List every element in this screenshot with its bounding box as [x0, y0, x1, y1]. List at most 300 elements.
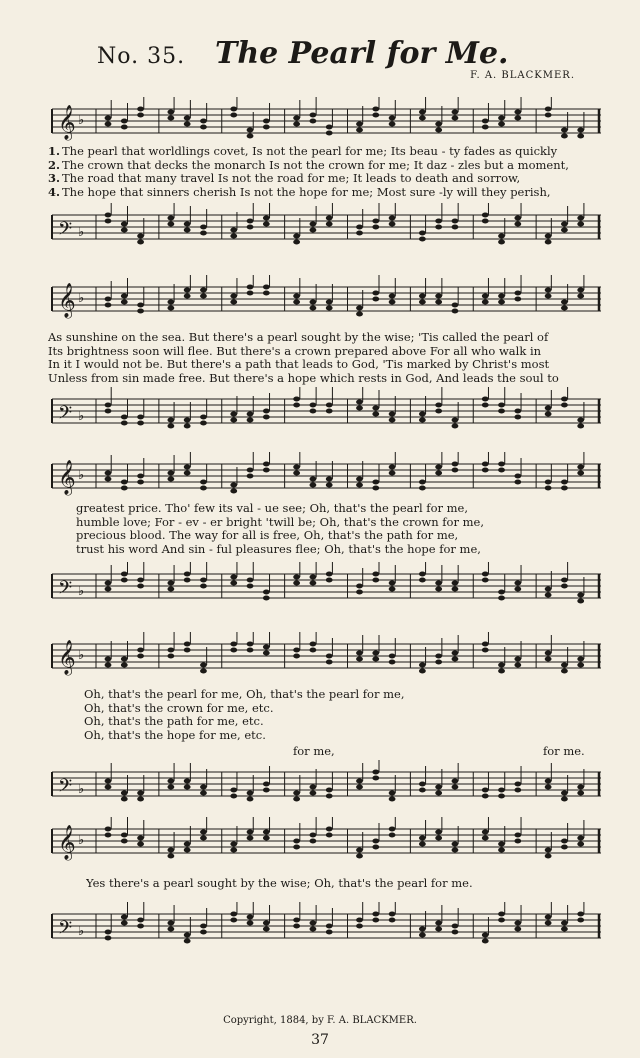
note-head	[561, 921, 568, 926]
note-head	[435, 294, 442, 299]
note-head	[482, 125, 489, 130]
note-head	[452, 651, 459, 656]
note-head	[514, 587, 521, 592]
note-head	[105, 657, 112, 662]
note-head	[247, 830, 254, 835]
note-head	[167, 471, 174, 476]
note-head	[372, 578, 379, 583]
note-head	[310, 785, 317, 790]
note-head	[577, 222, 584, 227]
note-head	[435, 654, 442, 659]
note-head	[230, 107, 237, 112]
lyric-line: trust his word And sin - ful pleasures flee; Oh, that's the hope for me,	[76, 542, 481, 556]
note-head	[121, 663, 128, 668]
note-head	[121, 222, 128, 227]
note-head	[577, 294, 584, 299]
note-head	[545, 848, 552, 853]
note-head	[419, 486, 426, 491]
note-head	[435, 300, 442, 305]
note-head	[105, 122, 112, 127]
note-head	[545, 779, 552, 784]
note-head	[293, 797, 300, 802]
note-head	[200, 125, 207, 130]
lyric-line: Unless from sin made free. But there's a hope which rests in God, And leads the soul to	[48, 371, 559, 385]
note-head	[230, 912, 237, 917]
note-head	[293, 300, 300, 305]
note-head	[137, 474, 144, 479]
note-head	[184, 222, 191, 227]
note-head	[577, 288, 584, 293]
note-head	[263, 836, 270, 841]
note-head	[184, 578, 191, 583]
note-head	[389, 465, 396, 470]
note-head	[230, 234, 237, 239]
note-head	[561, 839, 568, 844]
note-head	[545, 486, 552, 491]
note-head	[498, 462, 505, 467]
note-head	[435, 219, 442, 224]
bass-staff-1	[48, 203, 603, 263]
verse-lyrics-3	[76, 502, 631, 556]
bass-clef-icon: 𝄢	[58, 918, 73, 943]
note-head	[577, 424, 584, 429]
note-head	[293, 116, 300, 121]
lyric-line: Oh, that's the hope for me, etc.	[84, 728, 266, 742]
note-head	[326, 131, 333, 136]
note-head	[137, 113, 144, 118]
bass-clef-icon: 𝄢	[58, 578, 73, 603]
note-head	[121, 572, 128, 577]
note-head	[167, 785, 174, 790]
note-head	[577, 785, 584, 790]
note-head	[452, 303, 459, 308]
note-head	[545, 234, 552, 239]
flat-icon: ♭	[78, 648, 85, 663]
note-head	[372, 918, 379, 923]
note-head	[105, 213, 112, 218]
note-head	[230, 642, 237, 647]
note-head	[452, 219, 459, 224]
note-head	[419, 927, 426, 932]
note-head	[514, 782, 521, 787]
note-head	[545, 288, 552, 293]
note-head	[105, 779, 112, 784]
note-head	[293, 791, 300, 796]
note-head	[435, 122, 442, 127]
note-head	[356, 231, 363, 236]
note-head	[263, 590, 270, 595]
note-head	[545, 294, 552, 299]
note-head	[293, 471, 300, 476]
note-head	[482, 836, 489, 841]
note-head	[356, 400, 363, 405]
note-head	[372, 845, 379, 850]
note-head	[230, 228, 237, 233]
note-head	[184, 648, 191, 653]
note-head	[356, 306, 363, 311]
note-head	[247, 915, 254, 920]
note-head	[482, 578, 489, 583]
note-head	[293, 465, 300, 470]
note-head	[137, 584, 144, 589]
treble-staff-2	[48, 275, 603, 330]
note-head	[326, 660, 333, 665]
note-head	[184, 116, 191, 121]
note-head	[514, 116, 521, 121]
note-head	[247, 225, 254, 230]
note-head	[482, 462, 489, 467]
note-head	[326, 930, 333, 935]
note-head	[230, 842, 237, 847]
note-head	[263, 285, 270, 290]
note-head	[326, 924, 333, 929]
note-head	[263, 462, 270, 467]
note-head	[452, 779, 459, 784]
note-head	[247, 921, 254, 926]
hymn-header	[0, 0, 640, 95]
note-head	[184, 471, 191, 476]
note-head	[419, 933, 426, 938]
music-system-5	[48, 817, 603, 1007]
note-head	[293, 234, 300, 239]
note-head	[435, 225, 442, 230]
note-head	[137, 924, 144, 929]
note-head	[293, 294, 300, 299]
note-head	[326, 483, 333, 488]
note-head	[230, 918, 237, 923]
note-head	[419, 572, 426, 577]
note-head	[435, 921, 442, 926]
note-head	[356, 651, 363, 656]
note-head	[561, 134, 568, 139]
note-head	[293, 575, 300, 580]
note-head	[514, 216, 521, 221]
note-head	[482, 794, 489, 799]
note-head	[452, 785, 459, 790]
flat-icon: ♭	[78, 409, 85, 424]
note-head	[137, 791, 144, 796]
note-head	[310, 306, 317, 311]
note-head	[482, 397, 489, 402]
note-head	[372, 657, 379, 662]
note-head	[247, 584, 254, 589]
note-head	[200, 791, 207, 796]
music-system-2	[48, 275, 603, 455]
note-head	[577, 593, 584, 598]
note-head	[167, 587, 174, 592]
treble-clef-icon: 𝄞	[58, 825, 76, 860]
note-head	[435, 836, 442, 841]
note-head	[389, 827, 396, 832]
note-head	[545, 113, 552, 118]
note-head	[419, 294, 426, 299]
note-head	[545, 651, 552, 656]
note-head	[105, 219, 112, 224]
note-head	[545, 480, 552, 485]
note-head	[482, 219, 489, 224]
note-head	[247, 134, 254, 139]
note-head	[310, 648, 317, 653]
note-head	[105, 785, 112, 790]
note-head	[167, 300, 174, 305]
note-head	[200, 421, 207, 426]
note-head	[372, 412, 379, 417]
note-head	[121, 797, 128, 802]
note-head	[293, 403, 300, 408]
note-head	[389, 912, 396, 917]
bass-staff-2	[48, 387, 603, 447]
note-head	[184, 228, 191, 233]
note-head	[247, 797, 254, 802]
note-head	[293, 240, 300, 245]
note-head	[121, 839, 128, 844]
note-head	[435, 785, 442, 790]
note-head	[482, 213, 489, 218]
note-head	[105, 581, 112, 586]
note-head	[577, 134, 584, 139]
note-head	[452, 309, 459, 314]
lyric-line: As sunshine on the sea. But there's a pearl sought by the wise; 'Tis called the pearl of	[48, 331, 549, 344]
note-head	[121, 415, 128, 420]
note-head	[167, 581, 174, 586]
note-head	[561, 584, 568, 589]
note-head	[577, 465, 584, 470]
note-head	[121, 480, 128, 485]
note-head	[200, 578, 207, 583]
note-head	[372, 291, 379, 296]
treble-clef-icon: 𝄞	[58, 640, 76, 675]
note-head	[247, 791, 254, 796]
note-head	[105, 477, 112, 482]
note-head	[356, 312, 363, 317]
note-head	[310, 113, 317, 118]
treble-staff-4	[48, 632, 603, 687]
note-head	[545, 412, 552, 417]
copyright-notice: Copyright, 1884, by F. A. BLACKMER.	[223, 1015, 417, 1026]
note-head	[137, 654, 144, 659]
note-head	[105, 403, 112, 408]
flat-icon: ♭	[78, 468, 85, 483]
note-head	[372, 113, 379, 118]
note-head	[372, 480, 379, 485]
note-head	[545, 921, 552, 926]
lyric-line: Its brightness soon will flee. But there's a crown prepared above For all who walk in	[48, 344, 542, 358]
note-head	[293, 918, 300, 923]
note-head	[200, 480, 207, 485]
note-head	[310, 222, 317, 227]
bass-staff-4	[48, 760, 603, 815]
note-head	[310, 833, 317, 838]
lyric-line: greatest price. Tho' few its val - ue see; Oh, that's the pearl for me,	[76, 502, 469, 515]
note-head	[498, 794, 505, 799]
note-head	[419, 663, 426, 668]
note-head	[356, 848, 363, 853]
note-head	[167, 216, 174, 221]
note-head	[482, 572, 489, 577]
note-head	[419, 782, 426, 787]
note-head	[326, 572, 333, 577]
note-head	[482, 648, 489, 653]
bass-clef-icon: 𝄢	[58, 219, 73, 244]
note-head	[482, 830, 489, 835]
note-head	[121, 300, 128, 305]
note-head	[561, 663, 568, 668]
note-head	[184, 785, 191, 790]
treble-staff-5	[48, 817, 603, 872]
note-head	[121, 921, 128, 926]
note-head	[435, 403, 442, 408]
note-head	[435, 660, 442, 665]
note-head	[121, 915, 128, 920]
note-head	[263, 651, 270, 656]
note-head	[326, 794, 333, 799]
note-head	[263, 119, 270, 124]
note-head	[137, 480, 144, 485]
note-head	[230, 489, 237, 494]
note-head	[105, 297, 112, 302]
note-head	[356, 918, 363, 923]
note-head	[452, 657, 459, 662]
note-head	[577, 216, 584, 221]
treble-staff-1	[48, 97, 603, 147]
note-head	[372, 770, 379, 775]
note-head	[482, 300, 489, 305]
note-head	[389, 222, 396, 227]
note-head	[263, 291, 270, 296]
note-head	[435, 791, 442, 796]
hymn-title: The Pearl for Me.	[215, 36, 509, 71]
note-head	[184, 288, 191, 293]
lyric-line: humble love; For - ev - er bright 'twill be; Oh, that's the crown for me,	[76, 515, 484, 529]
note-head	[389, 116, 396, 121]
note-head	[184, 842, 191, 847]
note-head	[577, 663, 584, 668]
note-head	[167, 116, 174, 121]
note-head	[310, 300, 317, 305]
note-head	[121, 125, 128, 130]
note-head	[200, 584, 207, 589]
note-head	[498, 912, 505, 917]
note-head	[561, 300, 568, 305]
note-head	[105, 471, 112, 476]
note-head	[514, 839, 521, 844]
bass-clef-icon: 𝄢	[58, 776, 73, 801]
verse-lyrics-1	[48, 145, 603, 199]
note-head	[105, 303, 112, 308]
note-head	[263, 927, 270, 932]
note-head	[452, 225, 459, 230]
note-head	[247, 468, 254, 473]
note-head	[230, 788, 237, 793]
treble-clef-icon: 𝄞	[58, 283, 76, 318]
note-head	[263, 921, 270, 926]
note-head	[121, 421, 128, 426]
note-head	[372, 297, 379, 302]
note-head	[435, 581, 442, 586]
note-head	[247, 128, 254, 133]
note-head	[247, 219, 254, 224]
note-head	[577, 791, 584, 796]
note-head	[452, 581, 459, 586]
note-head	[310, 477, 317, 482]
note-head	[498, 468, 505, 473]
note-head	[137, 303, 144, 308]
note-head	[514, 663, 521, 668]
note-head	[452, 418, 459, 423]
note-head	[372, 776, 379, 781]
page-number: 37	[311, 1032, 329, 1048]
note-head	[293, 581, 300, 586]
note-head	[577, 836, 584, 841]
note-head	[452, 848, 459, 853]
note-head	[247, 291, 254, 296]
note-head	[435, 128, 442, 133]
note-head	[356, 128, 363, 133]
note-head	[326, 654, 333, 659]
note-head	[356, 854, 363, 859]
lyric-line: Yes there's a pearl sought by the wise; Oh, that's the pearl for me.	[86, 877, 473, 890]
note-head	[452, 116, 459, 121]
note-head	[326, 125, 333, 130]
note-head	[498, 842, 505, 847]
note-head	[419, 412, 426, 417]
note-head	[167, 222, 174, 227]
flat-icon: ♭	[78, 584, 85, 599]
note-head	[200, 785, 207, 790]
note-head	[561, 845, 568, 850]
note-head	[263, 468, 270, 473]
note-head	[482, 788, 489, 793]
note-head	[419, 480, 426, 485]
note-head	[200, 930, 207, 935]
note-head	[545, 240, 552, 245]
note-head	[389, 300, 396, 305]
note-head	[356, 122, 363, 127]
note-head	[372, 651, 379, 656]
note-head	[561, 486, 568, 491]
note-head	[230, 648, 237, 653]
note-head	[577, 599, 584, 604]
note-head	[561, 578, 568, 583]
note-head	[326, 306, 333, 311]
music-system-3	[48, 452, 603, 632]
note-head	[167, 654, 174, 659]
note-head	[137, 797, 144, 802]
note-head	[498, 294, 505, 299]
note-head	[482, 119, 489, 124]
note-head	[184, 848, 191, 853]
note-head	[293, 839, 300, 844]
note-head	[545, 915, 552, 920]
note-head	[310, 403, 317, 408]
note-head	[356, 483, 363, 488]
note-head	[293, 648, 300, 653]
note-head	[514, 297, 521, 302]
note-head	[435, 830, 442, 835]
note-head	[577, 657, 584, 662]
note-head	[419, 842, 426, 847]
note-head	[310, 642, 317, 647]
note-head	[514, 833, 521, 838]
flat-icon: ♭	[78, 225, 85, 240]
lyric-line: Oh, that's the pearl for me, Oh, that's the pearl for me,	[84, 688, 405, 701]
note-head	[310, 921, 317, 926]
note-head	[200, 225, 207, 230]
note-head	[389, 294, 396, 299]
note-head	[389, 412, 396, 417]
note-head	[184, 294, 191, 299]
note-head	[435, 587, 442, 592]
